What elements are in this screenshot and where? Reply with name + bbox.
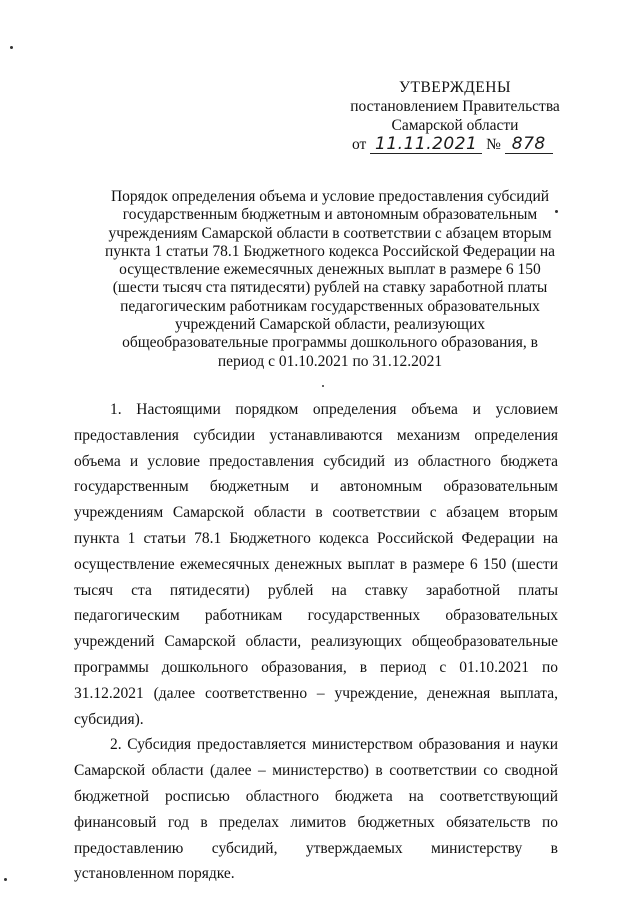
paragraph-2: 2. Субсидия предоставляется министерством образования и науки Самарской области (далее – министерство) в соответствии со сводной бюджетной росписью областного бюджета на соответствующий финансовый год в пределах лимитов бюджетных обязательств по предоставлению субсидий, утверждаемых министерству в установленном порядке.: [74, 736, 558, 883]
handwritten-number: 878: [511, 134, 546, 154]
scan-speck: [322, 385, 324, 387]
from-label: от: [352, 136, 367, 153]
scan-speck: [4, 878, 7, 881]
number-field: [505, 136, 553, 154]
scan-speck: [555, 210, 558, 213]
approval-line-resolution: постановлением Правительства: [350, 98, 560, 115]
approval-stamp: [340, 78, 570, 154]
approval-line-region: Самарской области: [391, 117, 519, 134]
document-body: [74, 397, 558, 887]
date-field: [370, 136, 482, 154]
number-label: №: [486, 136, 501, 153]
document-heading: Порядок определения объема и условие предоставления субсидий государственным бюджетным и автономным образовательным учреждениям Самарской области в соответствии с абзацем вторым пункта 1 статьи 78.1 Бюджетного кодекса Российской Федерации на осуществление ежемесячных денежных выплат в размере 6 150 (шести тысяч ста пятидесяти) рублей на ставку заработной платы педагогическим работникам государственных образовательных учреждений Самарской области, реализующих общеобразовательные программы дошкольного образования, в период с 01.10.2021 по 31.12.2021: [104, 188, 555, 370]
handwritten-date: 11.11.2021: [375, 134, 478, 154]
approval-date-number-line: [340, 135, 570, 154]
approval-title: УТВЕРЖДЕНЫ: [399, 79, 511, 96]
paragraph-1: 1. Настоящими порядком определения объема и условием предоставления субсидии устанавливаются механизм определения объема и условие предоставления субсидий из областного бюджета государственным бюджетным и автономным образовательным учреждениям Самарской области в соответствии с абзацем вторым пункта 1 статьи 78.1 Бюджетного кодекса Российской Федерации на осуществление ежемесячных денежных выплат в размере 6 150 (шести тысяч ста пятидесяти) рублей на ставку заработной платы педагогическим работникам государственных образовательных учреждений Самарской области, реализующих общеобразовательные программы дошкольного образования, в период с 01.10.2021 по 31.12.2021 (далее соответственно – учреждение, денежная выплата, субсидия).: [74, 401, 558, 728]
scan-speck: [10, 46, 13, 49]
